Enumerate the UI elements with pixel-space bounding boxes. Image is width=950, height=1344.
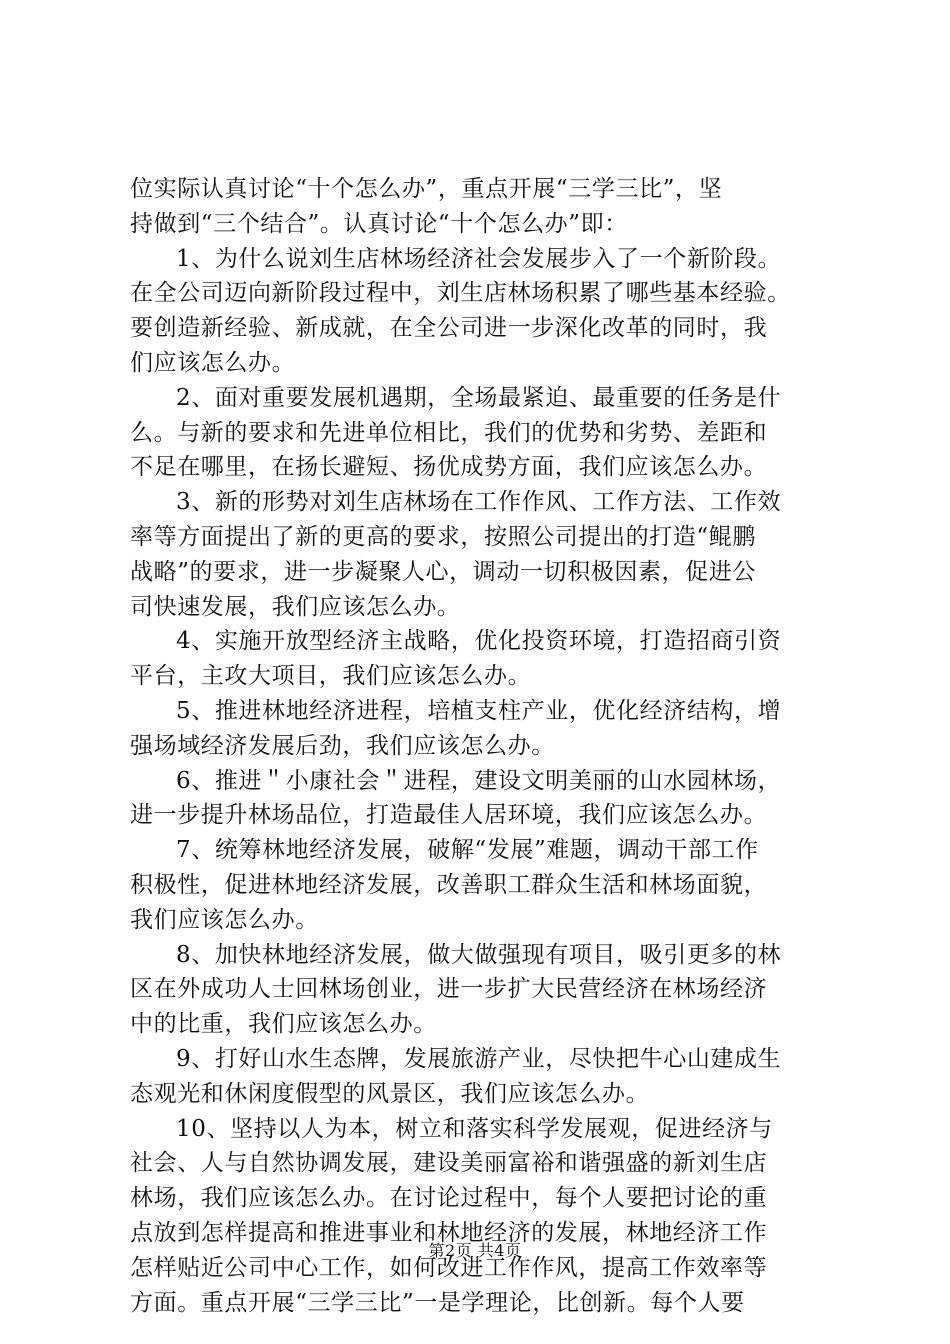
text-line: 强场域经济发展后劲，我们应该怎么办。 (130, 732, 555, 759)
text-line: 10、坚持以人为本，树立和落实科学发展观，促进经济与 (176, 1115, 773, 1142)
text-line: 8、加快林地经济发展，做大做强现有项目，吸引更多的林 (176, 941, 782, 968)
text-line: 5、推进林地经济进程，培植支柱产业，优化经济结构，增 (176, 697, 782, 724)
text-line: 林场，我们应该怎么办。在讨论过程中，每个人要把讨论的重 (130, 1185, 768, 1212)
text-line: 积极性，促进林地经济发展，改善职工群众生活和林场面貌， (130, 871, 768, 898)
text-line: 怎样贴近公司中心工作，如何改进工作作风，提高工作效率等 (130, 1254, 768, 1281)
text-line: 中的比重，我们应该怎么办。 (130, 1011, 437, 1038)
text-line: 要创造新经验、新成就，在全公司进一步深化改革的同时，我 (130, 315, 768, 342)
text-line: 社会、人与自然协调发展，建设美丽富裕和谐强盛的新刘生店 (130, 1150, 768, 1177)
text-line: 持做到“三个结合”。认真讨论“十个怎么办”即： (130, 210, 628, 237)
text-line: 1、为什么说刘生店林场经济社会发展步入了一个新阶段。 (176, 245, 782, 272)
text-line: 7、统筹林地经济发展，破解“发展”难题，调动干部工作 (176, 837, 759, 864)
text-line: 点放到怎样提高和推进事业和林地经济的发展，林地经济工作 (130, 1219, 768, 1246)
text-line: 司快速发展，我们应该怎么办。 (130, 593, 461, 620)
text-line: 区在外成功人士回林场创业，进一步扩大民营经济在林场经济 (130, 976, 768, 1003)
text-line: 态观光和休闲度假型的风景区，我们应该怎么办。 (130, 1080, 650, 1107)
text-line: 方面。重点开展“三学三比”一是学理论，比创新。每个人要 (130, 1289, 745, 1316)
text-line: 在全公司迈向新阶段过程中，刘生店林场积累了哪些基本经验。 (130, 280, 791, 307)
text-line: 们应该怎么办。 (130, 349, 296, 376)
text-line: 我们应该怎么办。 (130, 906, 319, 933)
text-line: 平台，主攻大项目，我们应该怎么办。 (130, 663, 532, 690)
document-body (130, 172, 850, 1320)
text-line: 不足在哪里，在扬长避短、扬优成势方面，我们应该怎么办。 (130, 454, 768, 481)
text-line: 么。与新的要求和先进单位相比，我们的优势和劣势、差距和 (130, 419, 768, 446)
text-line: 4、实施开放型经济主战略，优化投资环境，打造招商引资 (176, 628, 782, 655)
text-line: 3、新的形势对刘生店林场在工作作风、工作方法、工作效 (176, 489, 782, 516)
text-line: 进一步提升林场品位，打造最佳人居环境，我们应该怎么办。 (130, 802, 768, 829)
text-line: 率等方面提出了新的更高的要求，按照公司提出的打造“鲲鹏 (130, 523, 756, 550)
text-line: 9、打好山水生态牌，发展旅游产业，尽快把牛心山建成生 (176, 1045, 782, 1072)
page-footer: 第2页 共4页 (428, 1241, 522, 1260)
text-line: 战略”的要求，进一步凝聚人心，调动一切积极因素，促进公 (130, 558, 756, 585)
text-line: 6、推进＂小康社会＂进程，建设文明美丽的山水园林场， (176, 767, 782, 794)
text-line: 2、面对重要发展机遇期，全场最紧迫、最重要的任务是什 (176, 384, 782, 411)
text-line: 位实际认真讨论“十个怎么办”，重点开展“三学三比”，坚 (130, 176, 723, 202)
